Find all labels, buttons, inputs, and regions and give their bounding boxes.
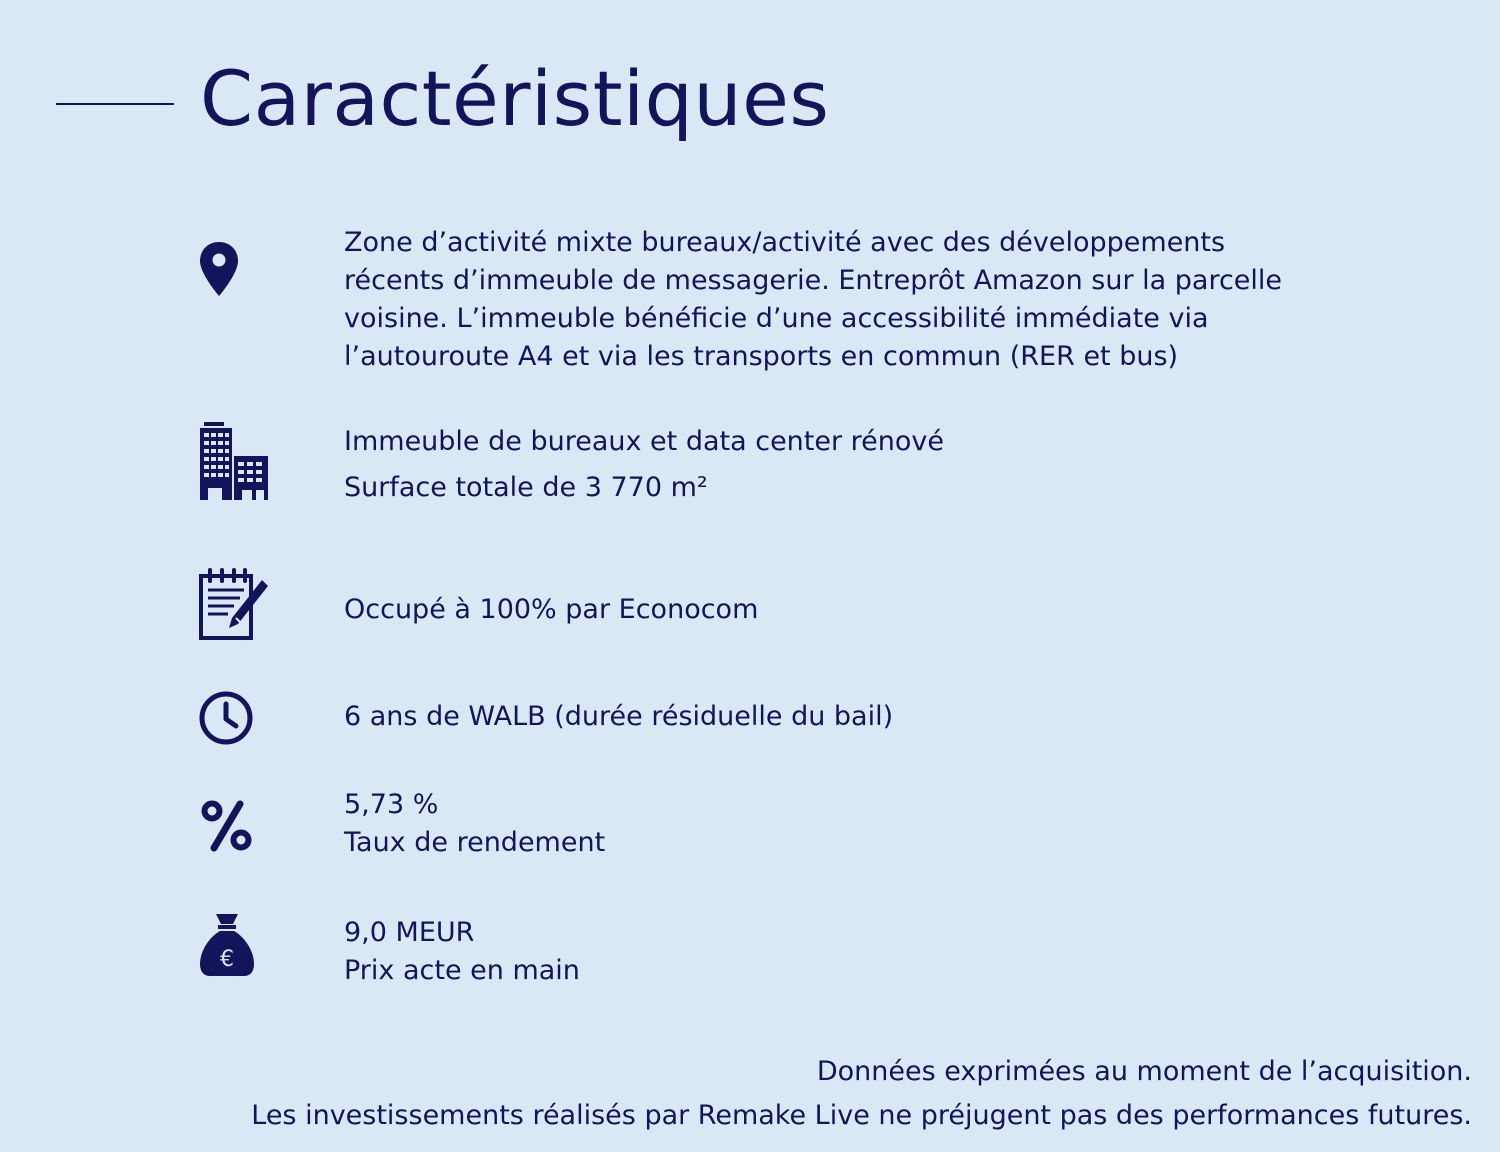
yield-label: Taux de rendement — [344, 827, 606, 858]
yield-description — [344, 786, 1484, 862]
disclaimer-line: Les investissements réalisés par Remake Live ne préjugent pas des performances futures. — [251, 1100, 1472, 1131]
text-line: Zone d’activité mixte bureaux/activité avec des développements — [344, 227, 1226, 258]
page-title: Caractéristiques — [200, 54, 830, 143]
title-rule — [56, 103, 174, 105]
lease-description — [344, 698, 1484, 736]
text-line: Surface totale de 3 770 m² — [344, 472, 708, 503]
price-description — [344, 914, 1484, 990]
location-description — [344, 224, 1484, 376]
text-line: Immeuble de bureaux et data center rénové — [344, 426, 945, 457]
text-line: l’autouroute A4 et via les transports en commun (RER et bus) — [344, 341, 1179, 372]
euro-money-bag-icon — [198, 912, 256, 978]
office-buildings-icon — [198, 422, 270, 500]
yield-value: 5,73 % — [344, 789, 439, 820]
building-description — [344, 419, 1484, 511]
disclaimer — [251, 1050, 1472, 1138]
percent-icon — [200, 800, 254, 852]
notepad-pencil-icon — [198, 568, 270, 642]
occupancy-description — [344, 591, 1484, 629]
text-line: récents d’immeuble de messagerie. Entreprôt Amazon sur la parcelle — [344, 265, 1283, 296]
price-label: Prix acte en main — [344, 955, 580, 986]
disclaimer-line: Données exprimées au moment de l’acquisition. — [816, 1056, 1472, 1087]
text-line: voisine. L’immeuble bénéficie d’une accessibilité immédiate via — [344, 303, 1209, 334]
price-value: 9,0 MEUR — [344, 917, 475, 948]
clock-icon — [198, 690, 254, 746]
svg-text:€: € — [220, 947, 234, 972]
text-line: 6 ans de WALB (durée résiduelle du bail) — [344, 701, 894, 732]
location-pin-icon — [198, 240, 240, 298]
text-line: Occupé à 100% par Econocom — [344, 594, 759, 625]
